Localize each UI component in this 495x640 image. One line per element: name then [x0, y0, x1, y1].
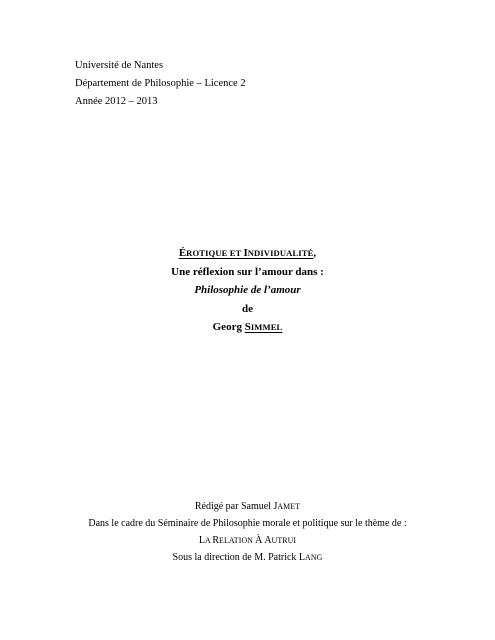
university-name: Université de Nantes [75, 60, 164, 71]
written-by: Rédigé par Samuel JAMET [194, 501, 301, 512]
author-name: Georg SIMMEL [212, 321, 283, 333]
title-block [0, 244, 495, 337]
seminar-theme: LA RELATION À AUTRUI [198, 535, 297, 546]
subtitle: Une réflexion sur l’amour dans : [171, 265, 324, 278]
institution-header [75, 57, 246, 111]
seminar-context: Dans le cadre du Séminaire de Philosophie morale et politique sur le thème de : [88, 518, 407, 529]
main-title-underlined: ÉROTIQUE ET INDIVIDUALITÉ [178, 247, 314, 259]
main-title: ÉROTIQUE ET INDIVIDUALITÉ, [178, 247, 317, 259]
preposition-de: de [242, 302, 253, 315]
academic-year: Année 2012 – 2013 [75, 96, 158, 107]
direction: Sous la direction de M. Patrick LANG [172, 552, 323, 563]
work-title: Philosophie de l’amour [194, 284, 301, 296]
footer-block [0, 498, 495, 566]
department-name: Département de Philosophie – Licence 2 [75, 78, 246, 89]
